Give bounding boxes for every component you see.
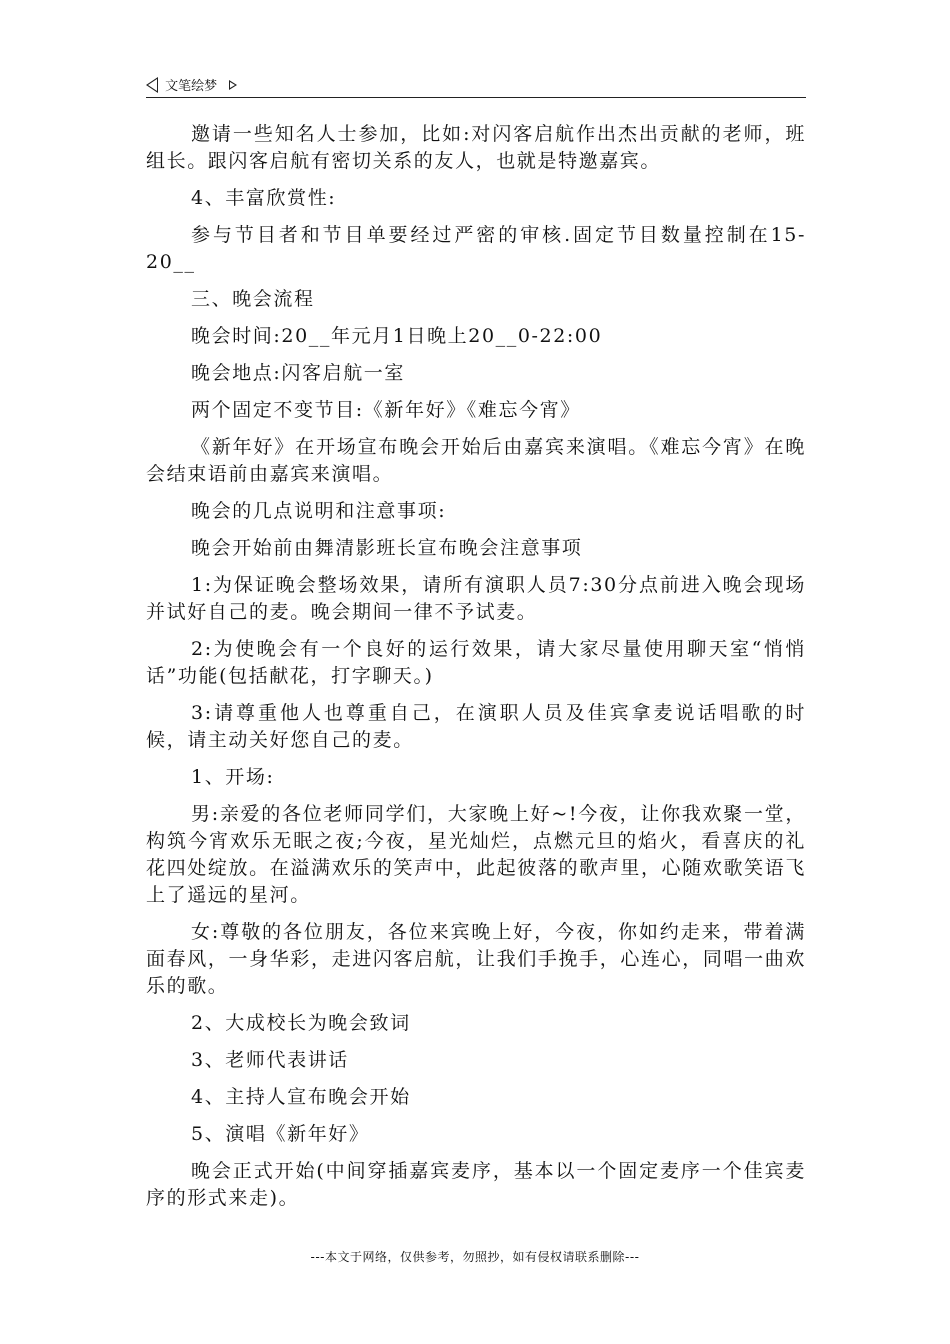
paragraph: 晚会正式开始(中间穿插嘉宾麦序，基本以一个固定麦序一个佳宾麦序的形式来走)。 (146, 1160, 806, 1209)
paragraph: 两个固定不变节目:《新年好》《难忘今宵》 (191, 399, 581, 421)
paragraph: 男:亲爱的各位老师同学们，大家晚上好~!今夜，让你我欢聚一堂，构筑今宵欢乐无眠之夜;今夜，星光灿烂，点燃元旦的焰火，看喜庆的礼花四处绽放。在溢满欢乐的笑声中，此起彼落的歌声里，心随欢歌笑语飞上了遥远的星河。 (146, 803, 806, 906)
triangle-right-icon (229, 80, 237, 90)
paragraph: 4、丰富欣赏性: (191, 187, 337, 209)
paragraph: 邀请一些知名人士参加，比如:对闪客启航作出杰出贡献的老师，班组长。跟闪客启航有密切关系的友人，也就是特邀嘉宾。 (146, 123, 806, 172)
paragraph: 3:请尊重他人也尊重自己，在演职人员及佳宾拿麦说话唱歌的时候，请主动关好您自己的麦。 (146, 702, 806, 751)
paragraph: 女:尊敬的各位朋友，各位来宾晚上好，今夜，你如约走来，带着满面春风，一身华彩，走进闪客启航，让我们手挽手，心连心，同唱一曲欢乐的歌。 (146, 921, 806, 997)
paragraph: 2:为使晚会有一个良好的运行效果，请大家尽量使用聊天室“悄悄话”功能(包括献花，打字聊天。) (146, 638, 806, 687)
header-rule (146, 97, 806, 98)
document-body (146, 121, 806, 1222)
page-footer: ---本文于网络，仅供参考，勿照抄，如有侵权请联系删除--- (310, 1250, 640, 1264)
header-title: 文笔绘梦 (165, 79, 218, 94)
paragraph: 晚会地点:闪客启航一室 (191, 362, 406, 384)
paragraph: 晚会开始前由舞清影班长宣布晚会注意事项 (191, 537, 583, 559)
paragraph: 2、大成校长为晚会致词 (191, 1012, 411, 1034)
paragraph: 1:为保证晚会整场效果，请所有演职人员7:30分点前进入晚会现场并试好自己的麦。晚会期间一律不予试麦。 (146, 574, 806, 623)
section-heading: 三、晚会流程 (191, 288, 315, 310)
paragraph: 参与节目者和节目单要经过严密的审核.固定节目数量控制在15-20__ (146, 224, 806, 273)
paragraph: 5、演唱《新年好》 (191, 1123, 370, 1145)
triangle-left-icon (146, 77, 158, 93)
paragraph: 3、老师代表讲话 (191, 1049, 349, 1071)
paragraph: 晚会时间:20__年元月1日晚上20__0-22:00 (191, 325, 603, 347)
paragraph: 《新年好》在开场宣布晚会开始后由嘉宾来演唱。《难忘今宵》在晚会结束语前由嘉宾来演唱。 (146, 436, 806, 485)
paragraph: 晚会的几点说明和注意事项: (191, 500, 447, 522)
page-header (146, 74, 806, 96)
paragraph: 4、主持人宣布晚会开始 (191, 1086, 411, 1108)
paragraph: 1、开场: (191, 766, 275, 788)
